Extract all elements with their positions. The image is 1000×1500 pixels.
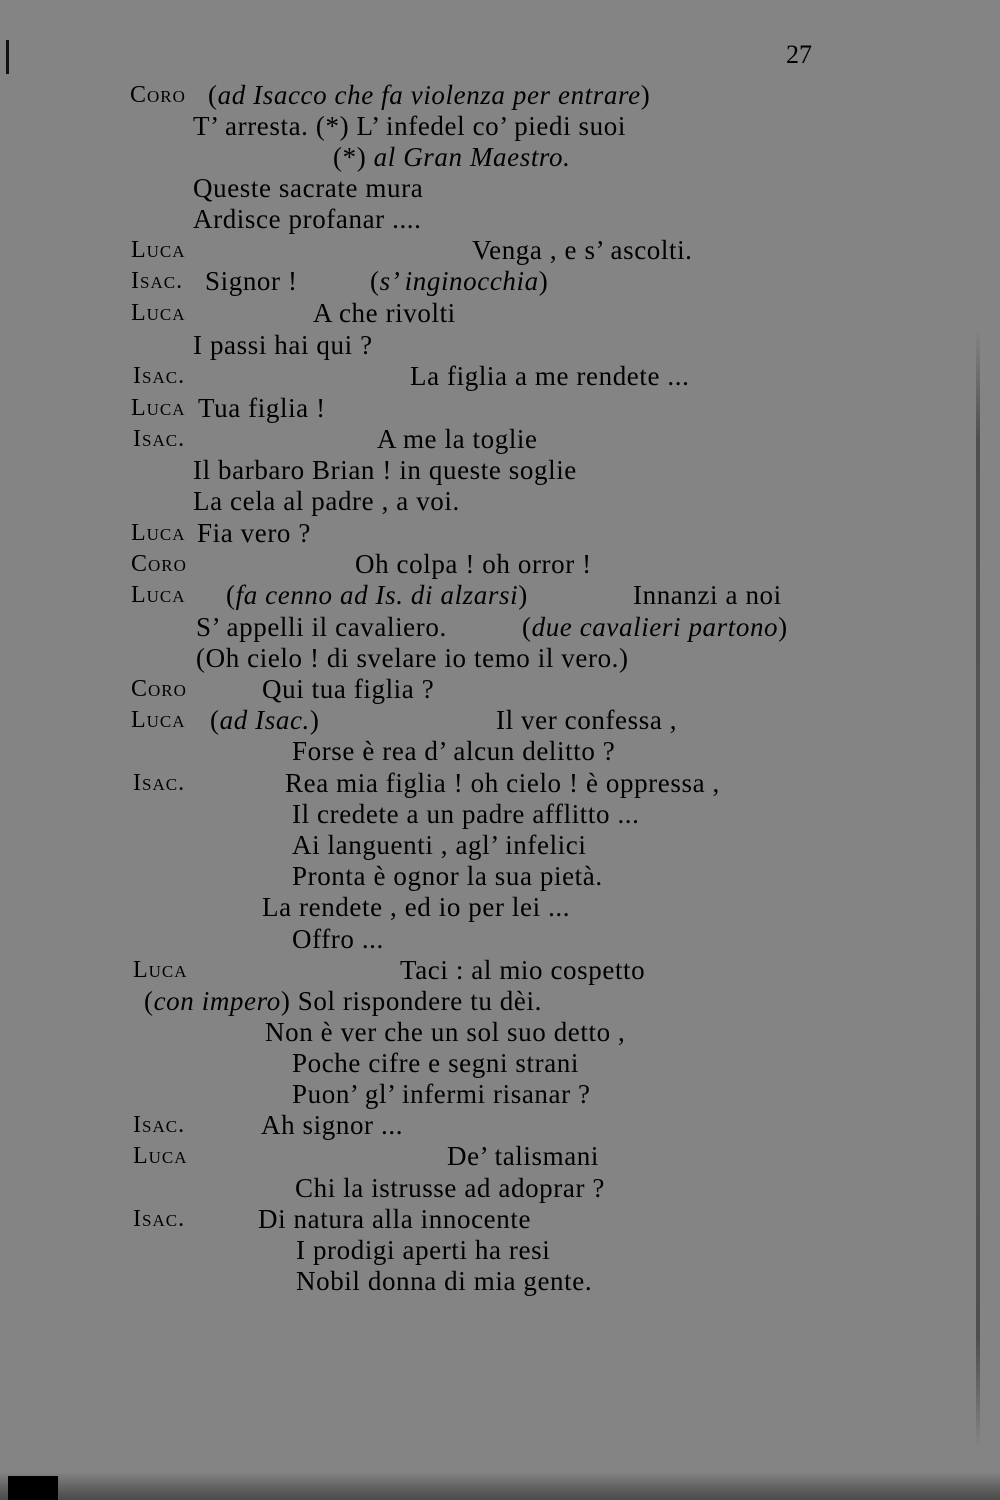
stage-direction: al Gran Maestro.	[373, 142, 571, 172]
script-line	[0, 861, 1000, 892]
text-run: De’ talismani	[447, 1141, 600, 1171]
text-run: Di natura alla innocente	[258, 1204, 532, 1234]
text-run: ) Sol rispondere tu dèi.	[280, 986, 542, 1016]
verse-text	[292, 1079, 591, 1110]
text-run: )	[640, 80, 651, 110]
text-run: Queste sacrate mura	[193, 173, 424, 203]
text-run: Poche cifre e segni strani	[292, 1048, 579, 1078]
text-run: A me la toglie	[377, 424, 538, 454]
text-run: I prodigi aperti ha resi	[296, 1235, 551, 1265]
speaker-name: Isac.	[133, 1112, 186, 1138]
text-run: Il ver confessa ,	[496, 705, 678, 735]
verse-text	[193, 455, 577, 486]
script-line	[0, 455, 1000, 486]
text-run: Offro ...	[292, 924, 384, 954]
stage-direction: fa cenno ad Is. di alzarsi	[235, 580, 519, 610]
script-line	[0, 892, 1000, 923]
text-run: Innanzi a noi	[633, 580, 782, 610]
text-run: I passi hai qui ?	[193, 330, 373, 360]
speaker-name: Luca	[133, 957, 188, 983]
scan-corner-mark	[8, 1476, 58, 1500]
verse-text	[144, 986, 542, 1017]
stage-direction: ad Isac.	[219, 705, 310, 735]
script-line	[0, 142, 1000, 173]
script-line	[0, 173, 1000, 204]
script-line	[0, 612, 1000, 643]
text-run: )	[538, 266, 549, 296]
script-line	[0, 330, 1000, 361]
text-run: Ai languenti , agl’ infelici	[292, 830, 587, 860]
speaker-name: Luca	[131, 707, 186, 733]
script-line	[0, 580, 1000, 611]
text-run: Rea mia figlia ! oh cielo ! è oppressa ,	[285, 768, 720, 798]
text-run: La cela al padre , a voi.	[193, 486, 460, 516]
speaker-name: Luca	[131, 582, 186, 608]
text-run: )	[518, 580, 528, 610]
text-run: Venga , e s’ ascolti.	[472, 235, 693, 265]
verse-text	[193, 204, 422, 235]
script-line	[0, 1048, 1000, 1079]
verse-text	[292, 924, 384, 955]
speaker-name: Isac.	[133, 1206, 186, 1232]
script-line	[0, 424, 1000, 455]
text-run: (	[226, 580, 236, 610]
script-line	[0, 80, 1000, 111]
verse-text	[295, 1173, 605, 1204]
stage-direction: ad Isacco che fa violenza per entrare	[217, 80, 641, 110]
script-line	[0, 799, 1000, 830]
verse-text	[193, 111, 626, 142]
script-line	[0, 830, 1000, 861]
verse-text	[292, 830, 586, 861]
speaker-name: Isac.	[133, 770, 186, 796]
verse-text	[296, 1266, 592, 1297]
speaker-name: Coro	[131, 676, 187, 702]
text-run: T’ arresta. (*) L’ infedel co’ piedi suoi	[193, 111, 626, 141]
text-run: Qui tua figlia ?	[262, 674, 435, 704]
script-line	[0, 924, 1000, 955]
stage-direction: due cavalieri partono	[531, 612, 779, 642]
speaker-name: Isac.	[131, 268, 184, 294]
verse-text	[292, 736, 615, 767]
script-line	[0, 1141, 1000, 1172]
text-run: (	[208, 80, 218, 110]
script-line	[0, 768, 1000, 799]
script-line	[0, 705, 1000, 736]
text-run: Ah signor ...	[261, 1110, 404, 1140]
verse-text	[292, 861, 603, 892]
script-line	[0, 955, 1000, 986]
stage-direction: con impero	[153, 986, 281, 1016]
text-run: (	[522, 612, 532, 642]
verse-text	[355, 549, 592, 580]
script-line	[0, 643, 1000, 674]
verse-text	[370, 266, 548, 297]
text-run: Taci : al mio cospetto	[400, 955, 646, 985]
script-line	[0, 235, 1000, 266]
verse-text	[496, 705, 677, 736]
text-run: Il barbaro Brian ! in queste soglie	[193, 455, 577, 485]
script-line	[0, 298, 1000, 329]
verse-text	[400, 955, 645, 986]
speaker-name: Coro	[131, 551, 187, 577]
page-number: 27	[786, 40, 812, 69]
verse-text	[522, 612, 788, 643]
script-line	[0, 204, 1000, 235]
verse-text	[193, 486, 460, 517]
scan-edge-mark	[6, 40, 9, 74]
text-run: Il credete a un padre afflitto ...	[292, 799, 640, 829]
script-line	[0, 1235, 1000, 1266]
text-run: Tua figlia !	[198, 393, 326, 423]
verse-text	[377, 424, 538, 455]
speaker-name: Luca	[131, 395, 186, 421]
text-run: Chi la istrusse ad adoprar ?	[295, 1173, 605, 1203]
text-run: Signor !	[205, 266, 298, 296]
verse-text	[262, 674, 434, 705]
text-run: A che rivolti	[313, 298, 456, 328]
script-line	[0, 486, 1000, 517]
script-line	[0, 986, 1000, 1017]
verse-text	[265, 1017, 625, 1048]
verse-text	[193, 173, 423, 204]
speaker-name: Luca	[131, 237, 186, 263]
verse-text	[198, 393, 326, 424]
speaker-name: Luca	[131, 300, 186, 326]
verse-text	[410, 361, 689, 392]
script-line	[0, 1204, 1000, 1235]
text-run: Forse è rea d’ alcun delitto ?	[292, 736, 616, 766]
text-run: Oh colpa ! oh orror !	[355, 549, 592, 579]
script-line	[0, 1079, 1000, 1110]
text-run: (	[210, 705, 220, 735]
speaker-name: Coro	[130, 82, 186, 108]
script-line	[0, 1110, 1000, 1141]
script-line	[0, 736, 1000, 767]
script-line	[0, 111, 1000, 142]
verse-text	[472, 235, 693, 266]
text-run: Non è ver che un sol suo detto ,	[265, 1017, 626, 1047]
text-run: (	[144, 986, 154, 1016]
text-run: )	[778, 612, 788, 642]
scan-bottom-edge	[0, 1472, 1000, 1500]
script-line	[0, 393, 1000, 424]
text-run: (*)	[333, 142, 374, 172]
verse-text	[285, 768, 720, 799]
text-run: Puon’ gl’ infermi risanar ?	[292, 1079, 591, 1109]
verse-text	[333, 142, 571, 173]
script-line	[0, 361, 1000, 392]
speaker-name: Luca	[133, 1143, 188, 1169]
verse-text	[261, 1110, 403, 1141]
speaker-name: Isac.	[133, 363, 186, 389]
stage-direction: s’ inginocchia	[379, 266, 539, 296]
text-run: (	[370, 266, 380, 296]
script-line	[0, 549, 1000, 580]
text-run: Nobil donna di mia gente.	[296, 1266, 593, 1296]
verse-text	[296, 1235, 550, 1266]
verse-text	[258, 1204, 531, 1235]
text-run: (Oh cielo ! di svelare io temo il vero.)	[196, 643, 629, 673]
verse-text	[447, 1141, 599, 1172]
verse-text	[292, 1048, 579, 1079]
text-run: Pronta è ognor la sua pietà.	[292, 861, 603, 891]
verse-text	[292, 799, 640, 830]
verse-text	[262, 892, 570, 923]
text-run: S’ appelli il cavaliero.	[196, 612, 447, 642]
script-line	[0, 518, 1000, 549]
text-run: )	[309, 705, 320, 735]
text-run: Fia vero ?	[197, 518, 311, 548]
script-line	[0, 1017, 1000, 1048]
text-run: La figlia a me rendete ...	[410, 361, 690, 391]
verse-text	[633, 580, 782, 611]
text-run: La rendete , ed io per lei ...	[262, 892, 571, 922]
verse-text	[193, 330, 373, 361]
script-line	[0, 1266, 1000, 1297]
verse-text	[208, 80, 650, 111]
script-line	[0, 1173, 1000, 1204]
script-line	[0, 674, 1000, 705]
script-line	[0, 266, 1000, 297]
speaker-name: Isac.	[133, 426, 186, 452]
verse-text	[196, 643, 629, 674]
verse-text	[197, 518, 311, 549]
verse-text	[313, 298, 456, 329]
text-run: Ardisce profanar ....	[193, 204, 422, 234]
speaker-name: Luca	[131, 520, 186, 546]
